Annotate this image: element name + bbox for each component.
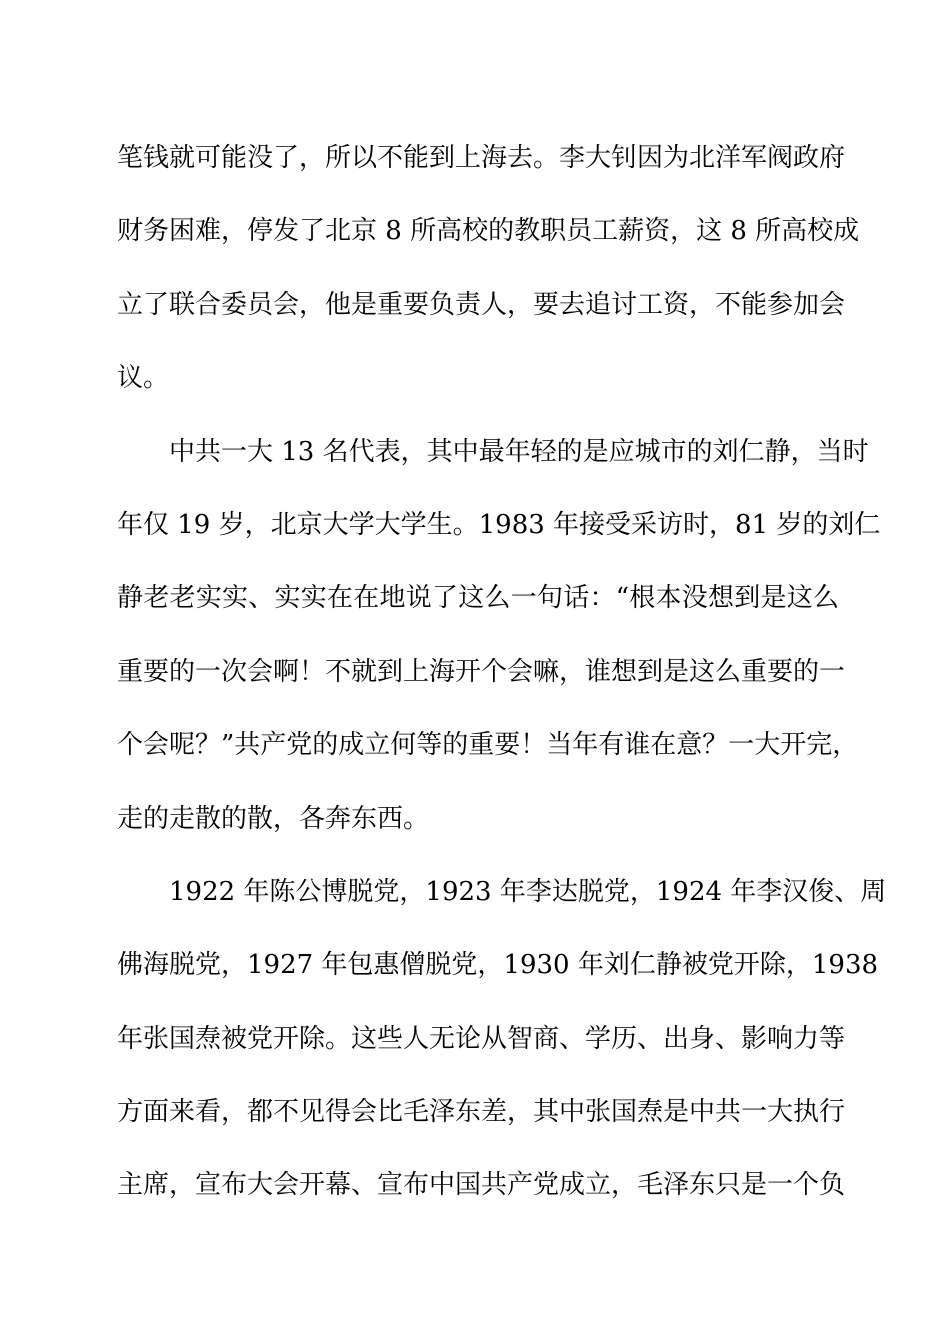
text-line: 立了联合委员会，他是重要负责人，要去追讨工资，不能参加会 xyxy=(117,289,846,320)
text-line: 走的走散的散，各奔东西。 xyxy=(117,803,430,834)
text-line: 1922 年陈公博脱党，1923 年李达脱党，1924 年李汉俊、周 xyxy=(169,876,887,907)
text-line: 方面来看，都不见得会比毛泽东差，其中张国焘是中共一大执行 xyxy=(117,1097,846,1128)
text-line: 财务困难，停发了北京 8 所高校的教职员工薪资，这 8 所高校成 xyxy=(117,216,860,247)
text-line: 静老老实实、实实在在地说了这么一句话：“根本没想到是这么 xyxy=(117,583,839,614)
text-line: 议。 xyxy=(117,363,170,394)
text-line: 佛海脱党，1927 年包惠僧脱党，1930 年刘仁静被党开除，1938 xyxy=(117,950,879,981)
text-line: 年仅 19 岁，北京大学大学生。1983 年接受采访时，81 岁的刘仁 xyxy=(117,509,881,540)
text-line: 主席，宣布大会开幕、宣布中国共产党成立，毛泽东只是一个负 xyxy=(117,1170,846,1201)
text-line: 年张国焘被党开除。这些人无论从智商、学历、出身、影响力等 xyxy=(117,1023,846,1054)
body-text xyxy=(117,122,887,1223)
text-line: 中共一大 13 名代表，其中最年轻的是应城市的刘仁静，当时 xyxy=(169,436,869,467)
text-line: 笔钱就可能没了，所以不能到上海去。李大钊因为北洋军阀政府 xyxy=(117,143,846,173)
text-line: 个会呢？”共产党的成立何等的重要！当年有谁在意？一大开完， xyxy=(117,730,859,761)
text-line: 重要的一次会啊！不就到上海开个会嘛，谁想到是这么重要的一 xyxy=(117,656,846,687)
